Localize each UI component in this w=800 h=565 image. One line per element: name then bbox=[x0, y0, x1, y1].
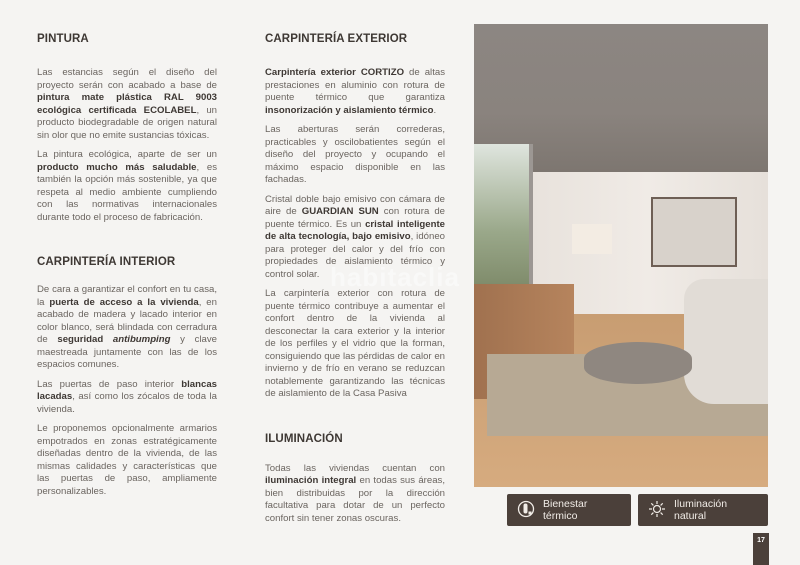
carpinteria-interior-paragraph-3: Le proponemos opcionalmente armarios empotrados en zonas estratégicamente diseñadas dentro de la vivienda, de las mismas calidades y características que las puertas de paso, ampliamente personalizables. bbox=[37, 423, 217, 497]
carpinteria-exterior-paragraph-3: Cristal doble bajo emisivo con cámara de aire de GUARDIAN SUN con rotura de puente térmico. Es un cristal inteligente de alta tecnología, bajo emisivo, idóneo para proteger del calor y del frío con propiedades de aislamiento térmico y control solar. bbox=[265, 193, 446, 280]
badge-label: Iluminación natural bbox=[674, 498, 728, 522]
pintura-paragraph-2: La pintura ecológica, aparte de ser un producto mucho más saludable, es también la opción más sostenible, ya que respeta al medio ambiente cumpliendo con las normativas internacionales durante todo el proceso de fabricación. bbox=[37, 149, 217, 223]
badge-label: Bienestar térmico bbox=[543, 498, 588, 522]
carpinteria-exterior-heading: CARPINTERÍA EXTERIOR bbox=[265, 33, 408, 45]
carpinteria-exterior-paragraph-1: Carpintería exterior CORTIZO de altas prestaciones en aluminio con rotura de puente térmico que garantiza insonorización y aislamiento térmico. bbox=[265, 67, 445, 116]
carpinteria-exterior-paragraph-2: Las aberturas serán correderas, practicables y oscilobatientes según el diseño del proyecto y ocupando el máximo espacio disponible en las fachadas. bbox=[265, 124, 445, 185]
badge-iluminacion-natural bbox=[638, 494, 768, 526]
watermark: habitaclia bbox=[330, 262, 460, 292]
thermal-comfort-icon bbox=[517, 500, 535, 521]
page-number: 17 bbox=[753, 533, 769, 565]
pintura-paragraph-1: Las estancias según el diseño del proyecto serán con acabado a base de pintura mate plástica RAL 9003 ecológica certificada ECOLABEL, un producto biodegradable de origen natural sin olor que no emite sustancias tóxicas. bbox=[37, 67, 217, 141]
coffee-table bbox=[584, 342, 692, 384]
living-room-photo bbox=[474, 24, 768, 487]
left-column bbox=[37, 33, 217, 505]
iluminacion-paragraph-1: Todas las viviendas cuentan con iluminación integral en todas sus áreas, bien distribuidas por la dirección facultativa para dotar de un perfecto confort sin tener zonas oscuras. bbox=[265, 462, 445, 524]
carpinteria-interior-paragraph-1: De cara a garantizar el confort en tu casa, la puerta de acceso a la vivienda, en acabado de madera y lacado interior en color blanco, será blindada con cerradura de seguridad antibumping y clave maestreada juntamente con las de los espacios comunes. bbox=[37, 284, 218, 370]
sofa bbox=[684, 279, 768, 404]
pintura-heading: PINTURA bbox=[37, 33, 89, 45]
carpinteria-exterior-paragraph-4: La carpintería exterior con rotura de puente térmico contribuye a aumentar el confort dentro de la vivienda al desconectar la cara exterior y la interior de los perfiles y el vidrio que la forman, consiguiendo que las pérdidas de calor en invierno y de frío en verano se reduzcan notablemente garantizando las técnicas de aislamiento de la Casa Pasiva bbox=[265, 288, 445, 399]
iluminacion-heading: ILUMINACIÓN bbox=[265, 432, 343, 445]
carpinteria-interior-heading: CARPINTERÍA INTERIOR bbox=[37, 256, 176, 268]
floor-lamp bbox=[572, 224, 612, 254]
sun-icon bbox=[648, 500, 666, 521]
badge-bienestar-termico bbox=[507, 494, 631, 526]
carpinteria-interior-paragraph-2: Las puertas de paso interior blancas lacadas, así como los zócalos de toda la vivienda. bbox=[37, 378, 217, 415]
wall-art bbox=[651, 197, 737, 267]
